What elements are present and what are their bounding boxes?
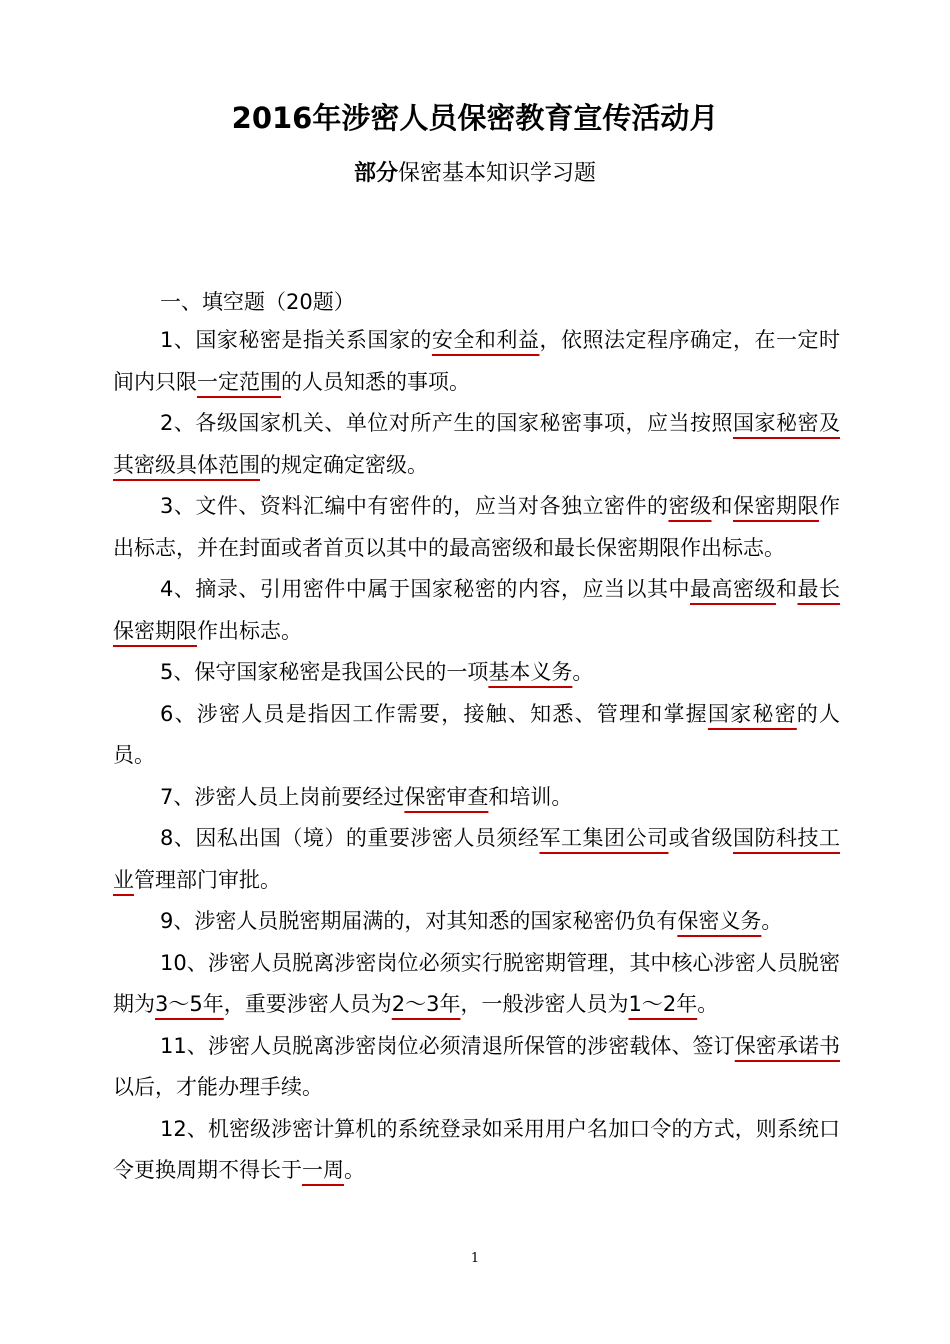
subtitle-rest-part: 保密基本知识学习题	[398, 161, 597, 186]
question-text: 。	[761, 909, 783, 933]
question-text: 管理部门审批。	[134, 867, 281, 892]
question-text: 和	[711, 494, 733, 518]
question-item	[113, 652, 840, 694]
question-text: 。	[697, 992, 719, 1016]
page-number: 1	[470, 1251, 480, 1266]
question-item	[113, 1109, 840, 1192]
question-text: ，重要涉密人员为	[223, 992, 392, 1016]
answer-blank: 最长保密期限	[113, 577, 841, 643]
answer-blank: 保密期限	[733, 494, 820, 518]
subtitle-bold-part: 部分	[353, 161, 398, 186]
question-text: 的规定确定密级。	[260, 452, 428, 477]
question-text: 1、国家秘密是指关系国家的	[160, 328, 432, 352]
question-text: 9、涉密人员脱密期届满的，对其知悉的国家秘密仍负有	[160, 909, 678, 933]
question-text: 3、文件、资料汇编中有密件的，应当对各独立密件的	[160, 494, 669, 518]
answer-blank: 一定范围	[197, 369, 281, 394]
question-item	[113, 486, 840, 569]
question-text: 作出标志，并在封面或者首页以其中的最高密级和最长保密期限作出标志。	[113, 494, 841, 560]
question-item	[113, 403, 840, 486]
answer-blank: 国家秘密	[707, 701, 797, 726]
answer-blank: 1～2年	[628, 992, 698, 1016]
question-text: 10、涉密人员脱离涉密岗位必须实行脱密期管理，其中核心涉密人员脱密期为	[113, 950, 840, 1016]
question-item	[113, 943, 840, 1026]
answer-blank: 国家秘密及其密级具体范围	[113, 411, 841, 477]
answer-blank: 保密义务	[677, 909, 762, 933]
question-item	[113, 901, 840, 943]
answer-blank: 安全和利益	[431, 328, 540, 352]
answer-blank: 一周	[302, 1158, 344, 1182]
answer-blank: 最高密级	[689, 577, 777, 601]
question-text: ，依照法定程序确定，在一定时间内只限	[113, 328, 841, 394]
document-title: 2016年涉密人员保密教育宣传活动月	[231, 101, 719, 135]
question-text: 4、摘录、引用密件中属于国家秘密的内容，应当以其中	[160, 577, 690, 601]
question-text: 2、各级国家机关、单位对所产生的国家秘密事项，应当按照	[160, 411, 733, 435]
answer-blank: 基本义务	[488, 660, 573, 684]
question-text: 12、机密级涉密计算机的系统登录如采用用户名加口令的方式，则系统口令更换周期不得长于	[113, 1116, 840, 1182]
answer-blank: 3～5年	[155, 992, 224, 1016]
question-item	[113, 320, 840, 403]
question-item	[113, 818, 840, 901]
question-text: 作出标志。	[197, 618, 302, 643]
question-text: ，一般涉密人员为	[460, 992, 629, 1016]
answer-blank: 保密审查	[404, 784, 489, 809]
question-text: 或省级	[668, 826, 733, 850]
question-text: 。	[344, 1158, 365, 1182]
question-text: 11、涉密人员脱离涉密岗位必须清退所保管的涉密载体、签订	[160, 1033, 735, 1058]
answer-blank: 国防科技工业	[113, 826, 841, 892]
answer-blank: 军工集团公司	[539, 826, 669, 850]
question-list	[113, 320, 840, 1192]
question-text: 5、保守国家秘密是我国公民的一项	[160, 660, 489, 684]
question-text: 6、涉密人员是指因工作需要，接触、知悉、管理和掌握	[160, 701, 708, 726]
question-text: 的人员。	[113, 701, 841, 767]
question-text: 和	[776, 577, 798, 601]
question-text: 8、因私出国（境）的重要涉密人员须经	[160, 826, 540, 850]
document-subtitle	[0, 158, 950, 190]
question-text: 以后，才能办理手续。	[113, 1075, 323, 1099]
question-item	[113, 694, 840, 777]
answer-blank: 密级	[668, 494, 712, 518]
question-item	[113, 569, 840, 652]
question-text: 7、涉密人员上岗前要经过	[160, 784, 405, 809]
answer-blank: 保密承诺书	[734, 1033, 840, 1058]
section-heading: 一、填空题（20题）	[160, 290, 355, 314]
answer-blank: 2～3年	[391, 992, 461, 1016]
question-text: 。	[572, 660, 594, 684]
question-item	[113, 1026, 840, 1109]
question-text: 和培训。	[488, 784, 573, 809]
question-item	[113, 777, 840, 819]
question-text: 的人员知悉的事项。	[281, 369, 470, 394]
